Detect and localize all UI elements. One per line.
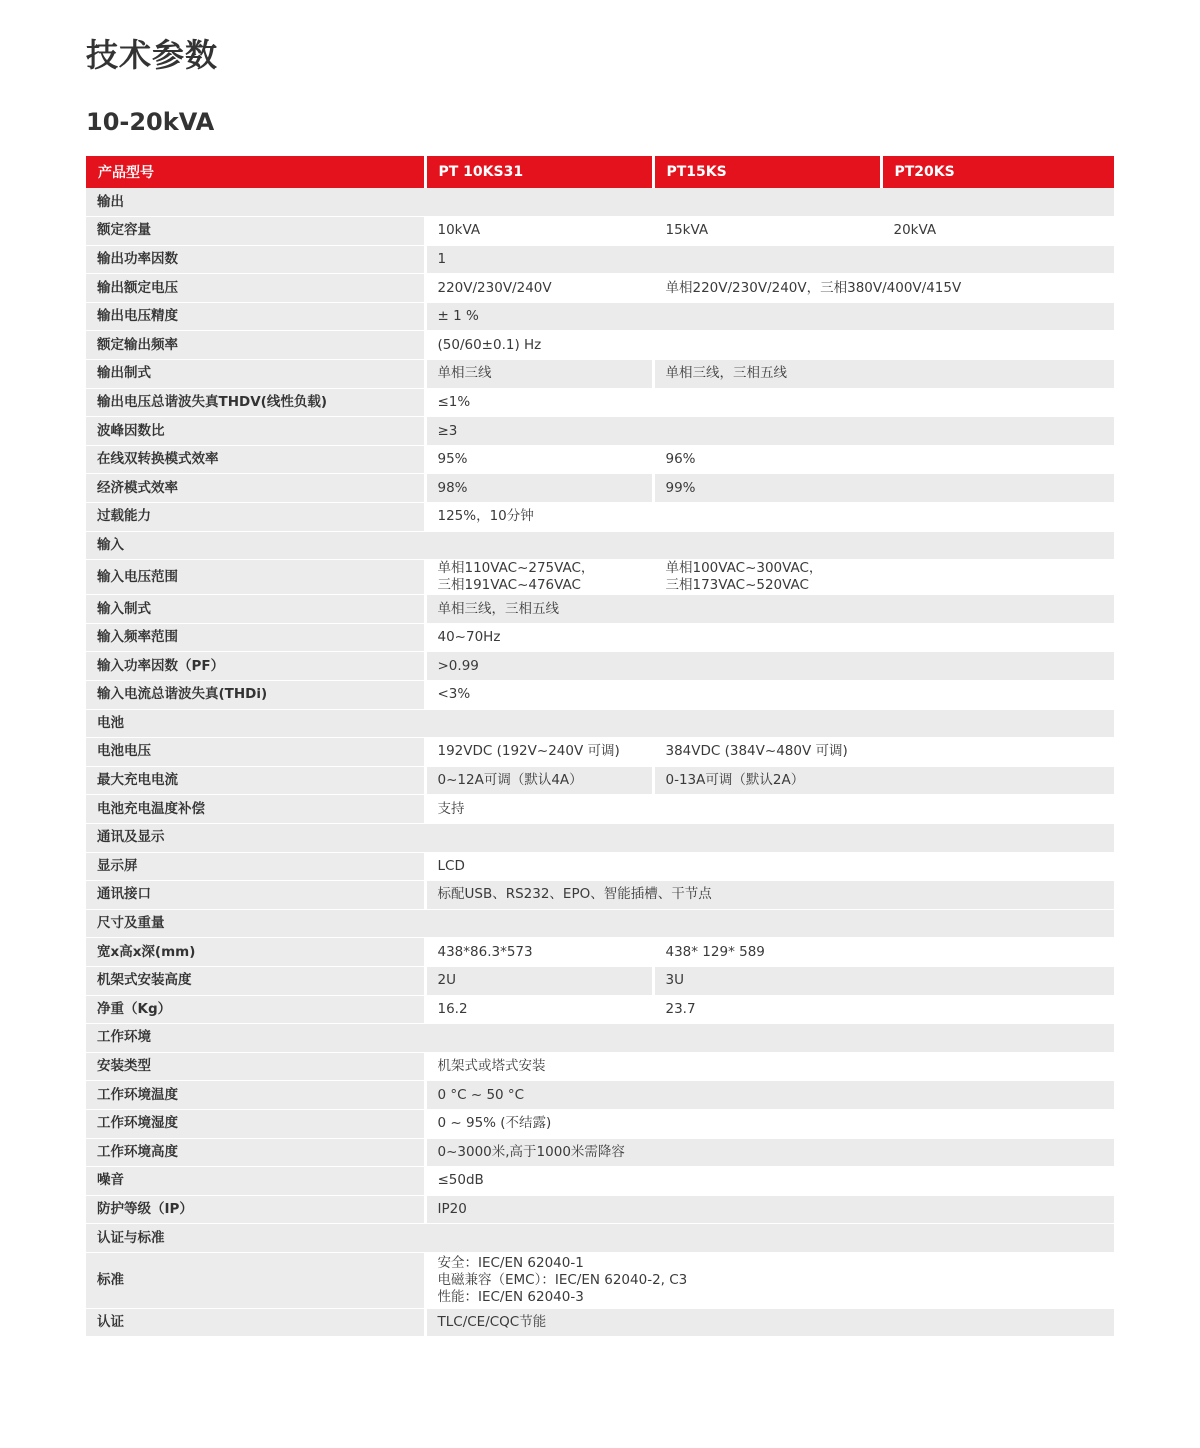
table-row xyxy=(86,1138,1114,1167)
row-label: 输入频率范围 xyxy=(86,623,425,652)
row-label: 认证 xyxy=(86,1308,425,1337)
table-row xyxy=(86,1052,1114,1081)
row-label: 在线双转换模式效率 xyxy=(86,445,425,474)
header-pt20ks: PT20KS xyxy=(881,156,1114,188)
row-label: 电池电压 xyxy=(86,738,425,767)
section-subtitle: 10-20kVA xyxy=(86,108,215,136)
row-value: ≤1% xyxy=(425,388,1114,417)
row-label: 输入电压范围 xyxy=(86,560,425,595)
section-row xyxy=(86,1024,1114,1053)
row-label: 输出电压总谐波失真THDV(线性负载) xyxy=(86,388,425,417)
row-value: 16.2 xyxy=(425,995,653,1024)
row-value: 95% xyxy=(425,445,653,474)
row-label: 工作环境高度 xyxy=(86,1138,425,1167)
row-value: 3U xyxy=(653,966,1114,995)
row-label: 输出电压精度 xyxy=(86,302,425,331)
section-heading: 认证与标准 xyxy=(86,1224,1114,1253)
section-heading: 工作环境 xyxy=(86,1024,1114,1053)
row-value: 单相220V/230V/240V，三相380V/400V/415V xyxy=(653,274,1114,303)
value-line: 安全：IEC/EN 62040-1 xyxy=(437,1254,584,1271)
table-row xyxy=(86,966,1114,995)
row-label: 通讯接口 xyxy=(86,881,425,910)
section-heading: 电池 xyxy=(86,709,1114,738)
row-value: 支持 xyxy=(425,795,1114,824)
row-label: 输入功率因数（PF） xyxy=(86,652,425,681)
table-row xyxy=(86,681,1114,710)
value-line: 性能：IEC/EN 62040-3 xyxy=(437,1288,584,1305)
table-row xyxy=(86,417,1114,446)
table-row xyxy=(86,938,1114,967)
table-row xyxy=(86,995,1114,1024)
section-heading: 尺寸及重量 xyxy=(86,909,1114,938)
value-line: 三相191VAC~476VAC xyxy=(437,577,581,594)
row-label: 额定输出频率 xyxy=(86,331,425,360)
spec-table xyxy=(86,156,1114,1337)
spec-table-body xyxy=(86,188,1114,1337)
table-row xyxy=(86,474,1114,503)
row-value: 125%，10分钟 xyxy=(425,503,1114,532)
row-label: 输入制式 xyxy=(86,595,425,624)
row-value: TLC/CE/CQC节能 xyxy=(425,1308,1114,1337)
row-value: 0-13A可调（默认2A） xyxy=(653,766,1114,795)
header-model: 产品型号 xyxy=(86,156,425,188)
table-row xyxy=(86,738,1114,767)
section-heading: 通讯及显示 xyxy=(86,823,1114,852)
table-row xyxy=(86,1308,1114,1337)
row-value: 0~3000米,高于1000米需降容 xyxy=(425,1138,1114,1167)
table-row xyxy=(86,595,1114,624)
row-value: 1 xyxy=(425,245,1114,274)
row-value: 40~70Hz xyxy=(425,623,1114,652)
table-row xyxy=(86,852,1114,881)
section-row xyxy=(86,823,1114,852)
section-row xyxy=(86,188,1114,217)
table-row xyxy=(86,1195,1114,1224)
row-label: 额定容量 xyxy=(86,217,425,246)
row-value: 438* 129* 589 xyxy=(653,938,1114,967)
row-label: 电池充电温度补偿 xyxy=(86,795,425,824)
row-value: 0 ~ 95% (不结露) xyxy=(425,1109,1114,1138)
row-label: 输出制式 xyxy=(86,360,425,389)
row-value xyxy=(425,1252,1114,1308)
row-label: 过载能力 xyxy=(86,503,425,532)
section-row xyxy=(86,709,1114,738)
table-row xyxy=(86,766,1114,795)
table-row xyxy=(86,560,1114,595)
row-value: 384VDC (384V~480V 可调) xyxy=(653,738,1114,767)
row-label: 工作环境温度 xyxy=(86,1081,425,1110)
row-value xyxy=(653,560,1114,595)
row-label: 防护等级（IP） xyxy=(86,1195,425,1224)
row-label: 宽x高x深(mm) xyxy=(86,938,425,967)
row-value: 99% xyxy=(653,474,1114,503)
row-label: 工作环境湿度 xyxy=(86,1109,425,1138)
table-row xyxy=(86,1167,1114,1196)
value-line: 单相110VAC~275VAC， xyxy=(437,560,595,577)
row-label: 输出额定电压 xyxy=(86,274,425,303)
row-label: 显示屏 xyxy=(86,852,425,881)
row-value: ± 1 % xyxy=(425,302,1114,331)
table-row xyxy=(86,503,1114,532)
row-label: 机架式安装高度 xyxy=(86,966,425,995)
row-value: 20kVA xyxy=(881,217,1114,246)
table-row xyxy=(86,217,1114,246)
row-value: 438*86.3*573 xyxy=(425,938,653,967)
row-value: 0 °C ~ 50 °C xyxy=(425,1081,1114,1110)
row-label: 净重（Kg） xyxy=(86,995,425,1024)
row-label: 波峰因数比 xyxy=(86,417,425,446)
row-value: 192VDC (192V~240V 可调) xyxy=(425,738,653,767)
value-line: 三相173VAC~520VAC xyxy=(665,577,809,594)
row-value: 10kVA xyxy=(425,217,653,246)
row-value: (50/60±0.1) Hz xyxy=(425,331,1114,360)
table-row xyxy=(86,1252,1114,1308)
section-heading: 输入 xyxy=(86,531,1114,560)
row-label: 最大充电电流 xyxy=(86,766,425,795)
row-value: 220V/230V/240V xyxy=(425,274,653,303)
value-line: 电磁兼容（EMC）：IEC/EN 62040-2, C3 xyxy=(437,1271,688,1288)
table-row xyxy=(86,274,1114,303)
row-value: ≤50dB xyxy=(425,1167,1114,1196)
row-value: 0~12A可调（默认4A） xyxy=(425,766,653,795)
row-value: ≥3 xyxy=(425,417,1114,446)
row-value: 标配USB、RS232、EPO、智能插槽、干节点 xyxy=(425,881,1114,910)
row-value: 98% xyxy=(425,474,653,503)
table-row xyxy=(86,302,1114,331)
table-row xyxy=(86,360,1114,389)
row-value: 机架式或塔式安装 xyxy=(425,1052,1114,1081)
section-row xyxy=(86,909,1114,938)
row-value: IP20 xyxy=(425,1195,1114,1224)
section-row xyxy=(86,1224,1114,1253)
row-value: 96% xyxy=(653,445,1114,474)
row-value: 单相三线，三相五线 xyxy=(425,595,1114,624)
table-row xyxy=(86,1109,1114,1138)
row-label: 经济模式效率 xyxy=(86,474,425,503)
row-value: <3% xyxy=(425,681,1114,710)
table-row xyxy=(86,795,1114,824)
table-row xyxy=(86,1081,1114,1110)
row-value: 15kVA xyxy=(653,217,881,246)
row-value: 2U xyxy=(425,966,653,995)
table-row xyxy=(86,652,1114,681)
table-row xyxy=(86,881,1114,910)
header-pt10ks31: PT 10KS31 xyxy=(425,156,653,188)
row-value: LCD xyxy=(425,852,1114,881)
table-row xyxy=(86,445,1114,474)
row-value xyxy=(425,560,653,595)
page-title: 技术参数 xyxy=(86,36,219,74)
row-label: 噪音 xyxy=(86,1167,425,1196)
section-heading: 输出 xyxy=(86,188,1114,217)
row-value: 单相三线 xyxy=(425,360,653,389)
row-label: 标准 xyxy=(86,1252,425,1308)
table-row xyxy=(86,623,1114,652)
row-label: 输出功率因数 xyxy=(86,245,425,274)
table-row xyxy=(86,388,1114,417)
header-pt15ks: PT15KS xyxy=(653,156,881,188)
row-label: 输入电流总谐波失真(THDi) xyxy=(86,681,425,710)
table-row xyxy=(86,245,1114,274)
value-line: 单相100VAC~300VAC， xyxy=(665,560,823,577)
table-header-row xyxy=(86,156,1114,188)
row-label: 安装类型 xyxy=(86,1052,425,1081)
row-value: 23.7 xyxy=(653,995,1114,1024)
row-value: 单相三线，三相五线 xyxy=(653,360,1114,389)
row-value: >0.99 xyxy=(425,652,1114,681)
section-row xyxy=(86,531,1114,560)
table-row xyxy=(86,331,1114,360)
